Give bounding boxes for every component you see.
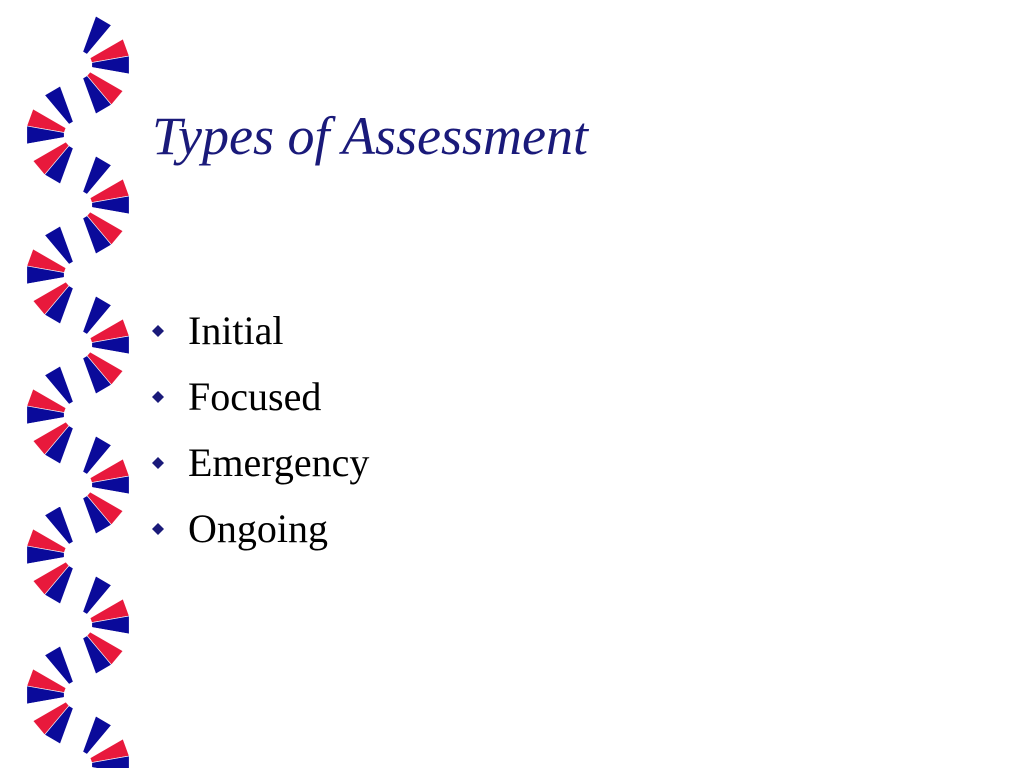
ribbon-segment	[27, 226, 73, 324]
bullet-item-emergency	[152, 430, 369, 496]
ribbon-segment	[83, 16, 129, 114]
bullet-item-ongoing	[152, 496, 369, 562]
ribbon-segment	[27, 506, 73, 604]
diamond-bullet-icon	[152, 391, 188, 403]
bullet-item-initial	[152, 298, 369, 364]
bullet-label: Initial	[188, 308, 284, 353]
bullet-label: Emergency	[188, 440, 370, 485]
bullet-item-focused	[152, 364, 369, 430]
bullet-label: Ongoing	[188, 506, 328, 551]
diamond-bullet-icon	[152, 325, 188, 337]
ribbon-segment	[83, 716, 129, 768]
ribbon-segment	[27, 366, 73, 464]
ribbon-segment	[83, 436, 129, 534]
ribbon-segment	[83, 296, 129, 394]
ribbon-segment	[27, 86, 73, 184]
ribbon-segment	[27, 646, 73, 744]
bullet-label: Focused	[188, 374, 322, 419]
ribbon-segment	[83, 576, 129, 674]
slide-title: Types of Assessment	[152, 106, 588, 166]
diamond-bullet-icon	[152, 457, 188, 469]
bullet-list	[152, 298, 369, 562]
ribbon-segment	[83, 156, 129, 254]
twisted-ribbon-decoration	[0, 0, 140, 768]
diamond-bullet-icon	[152, 523, 188, 535]
